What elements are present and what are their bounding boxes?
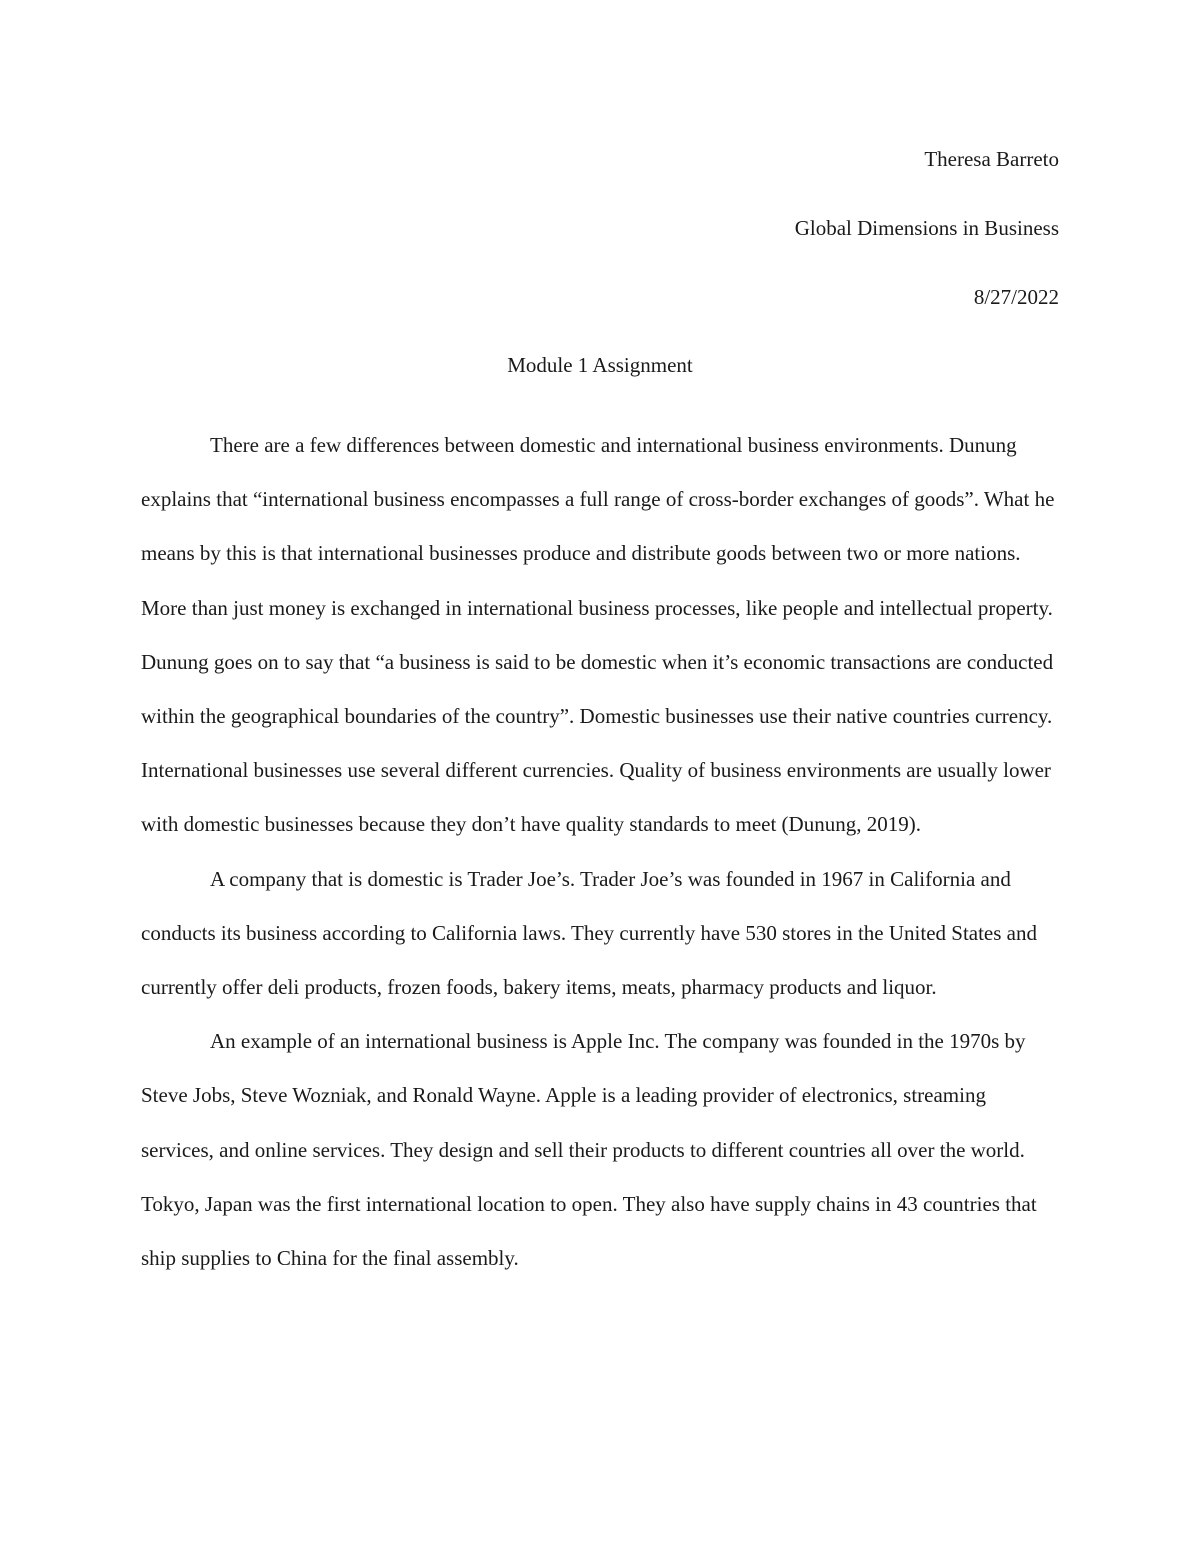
- document-body: [141, 418, 1059, 1285]
- header-block: [795, 142, 1059, 349]
- paragraph-trader-joes: A company that is domestic is Trader Joe’s. Trader Joe’s was founded in 1967 in California and conducts its business according to California laws. They currently have 530 stores in the United States and currently offer deli products, frozen foods, bakery items, meats, pharmacy products and liquor.: [141, 866, 1037, 1000]
- document-title: Module 1 Assignment: [507, 353, 693, 377]
- course-name: Global Dimensions in Business: [794, 216, 1059, 240]
- paragraph-apple: An example of an international business is Apple Inc. The company was founded in the 1970s by Steve Jobs, Steve Wozniak, and Ronald Wayne. Apple is a leading provider of electronics, streaming services, and online services. They design and sell their products to different countries all over the world. Tokyo, Japan was the first international location to open. They also have supply chains in 43 countries that ship supplies to China for the final assembly.: [141, 1029, 1037, 1271]
- author-name: Theresa Barreto: [924, 147, 1059, 171]
- submission-date: 8/27/2022: [973, 285, 1059, 309]
- paragraph-domestic-vs-international: There are a few differences between domestic and international business environments. Dunung explains that “international business encompasses a full range of cross-border exchanges of goods”. What he means by this is that international businesses produce and distribute goods between two or more nations. More than just money is exchanged in international business processes, like people and intellectual property. Dunung goes on to say that “a business is said to be domestic when it’s economic transactions are conducted within the geographical boundaries of the country”. Domestic businesses use their native countries currency. International businesses use several different currencies. Quality of business environments are usually lower with domestic businesses because they don’t have quality standards to meet (Dunung, 2019).: [141, 433, 1055, 837]
